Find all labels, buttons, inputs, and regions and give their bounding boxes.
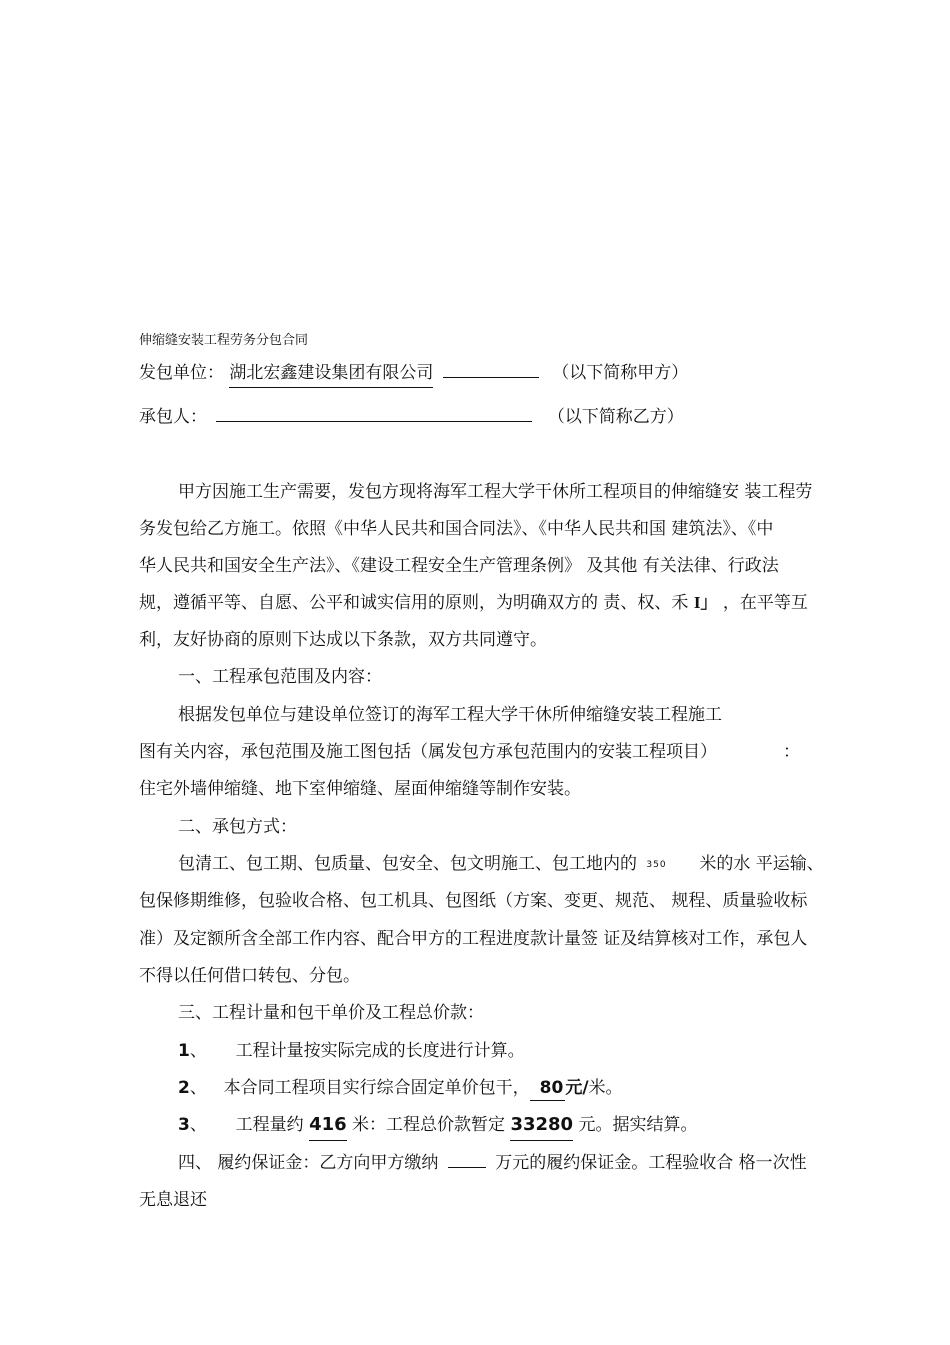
intro-line-2: 务发包给乙方施工。依照《中华人民共和国合同法》、《中华人民共和国 建筑法》、《中 — [139, 519, 774, 539]
intro-glyph: I」 — [693, 593, 718, 612]
section-1-line-3: 住宅外墙伸缩缝、地下室伸缩缝、屋面伸缩缝等制作安装。 — [139, 779, 581, 799]
party-a-blank[interactable] — [443, 363, 539, 378]
item-3-c: 元。据实结算。 — [578, 1115, 698, 1135]
item-3-sep: 、 — [189, 1115, 207, 1135]
section-2-line-1-b: 米的水 平运输、 — [699, 854, 824, 874]
intro-line-4-end: ，在平等互 — [722, 593, 808, 613]
party-a-name: 湖北宏鑫建设集团有限公司 — [229, 362, 433, 388]
section-4-line-1 — [178, 1152, 807, 1174]
section-3-item-2 — [178, 1077, 623, 1101]
item-2-sep: 、 — [189, 1078, 207, 1098]
party-b-blank[interactable] — [216, 407, 532, 422]
section-1-heading: 一、工程承包范围及内容： — [178, 667, 382, 687]
section-2-line-2: 包保修期维修，包验收合格、包工机具、包图纸（方案、变更、规范、 规程、质量验收标 — [139, 891, 808, 911]
party-b-line — [139, 406, 684, 428]
item-2-text: 本合同工程项目实行综合固定单价包干， — [223, 1078, 530, 1098]
total-price: 33280 — [510, 1114, 573, 1141]
deposit-amount-blank[interactable] — [448, 1153, 486, 1168]
intro-line-4 — [139, 592, 808, 614]
section-2-heading: 二、承包方式： — [178, 817, 297, 837]
item-3-number: 3 — [178, 1115, 190, 1135]
price-unit: 元/ — [565, 1078, 589, 1098]
section-4-line-1-a: 四、 履约保证金：乙方向甲方缴纳 — [178, 1153, 439, 1173]
section-3-heading: 三、工程计量和包干单价及工程总价款： — [178, 1003, 484, 1023]
party-a-label: 发包单位： — [139, 363, 224, 383]
intro-line-3: 华人民共和国安全生产法》、《建设工程安全生产管理条例》 及其他 有关法律、行政法 — [139, 556, 779, 576]
section-2-line-4: 不得以任何借口转包、分包。 — [139, 966, 360, 986]
section-4-line-2: 无息退还 — [139, 1190, 207, 1210]
intro-line-5: 利，友好协商的原则下达成以下条款，双方共同遵守。 — [139, 630, 547, 650]
party-b-label: 承包人： — [139, 407, 207, 427]
item-1-sep: 、 — [189, 1041, 207, 1061]
party-a-suffix: （以下简称甲方） — [552, 363, 689, 383]
section-3-item-3 — [178, 1114, 697, 1141]
section-3-item-1 — [178, 1040, 525, 1062]
item-2-end: 米。 — [588, 1078, 623, 1098]
section-2-line-1 — [178, 853, 824, 876]
section-4-line-1-b: 万元的履约保证金。工程验收合 格一次性 — [495, 1153, 807, 1173]
item-1-text: 工程计量按实际完成的长度进行计算。 — [235, 1041, 525, 1061]
document-title: 伸缩缝安装工程劳务分包合同 — [139, 333, 309, 348]
intro-line-4-text: 规，遵循平等、自愿、公平和诚实信用的原则，为明确双方的 责、权、禾 — [139, 593, 689, 613]
item-2-number: 2 — [178, 1078, 190, 1098]
item-3-b: 米：工程总价款暂定 — [352, 1115, 506, 1135]
section-1-line-1: 根据发包单位与建设单位签订的海军工程大学干休所伸缩缝安装工程施工 — [178, 705, 722, 725]
item-1-number: 1 — [178, 1041, 190, 1061]
party-b-suffix: （以下简称乙方） — [547, 407, 684, 427]
intro-line-1: 甲方因施工生产需要，发包方现将海军工程大学干休所工程项目的伸缩缝安 装工程劳 — [178, 482, 813, 502]
section-2-line-3: 准）及定额所含全部工作内容、配合甲方的工程进度款计量签 证及结算核对工作，承包人 — [139, 929, 808, 949]
unit-price: 80 — [530, 1077, 566, 1101]
quantity: 416 — [309, 1114, 347, 1141]
section-2-line-1-a: 包清工、包工期、包质量、包安全、包文明施工、包工地内的 — [178, 854, 637, 874]
item-3-a: 工程量约 — [235, 1115, 304, 1135]
section-1-line-2: 图有关内容，承包范围及施工图包括（属发包方承包范围内的安装工程项目） — [139, 742, 717, 762]
party-a-line — [139, 362, 688, 388]
section-1-colon: ： — [783, 742, 800, 762]
transport-distance: 350 — [646, 860, 667, 870]
